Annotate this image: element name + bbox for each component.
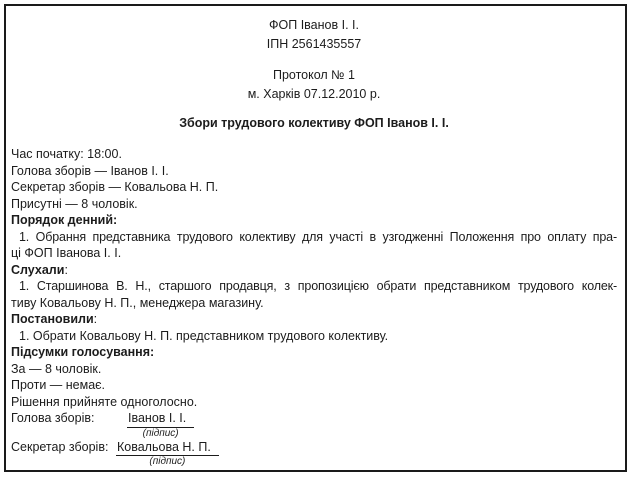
tax-id-line: ІПН 2561435557 <box>266 37 362 51</box>
agenda-item-line-2: ці ФОП Іванова І. І. <box>11 246 122 260</box>
heard-heading-colon: : <box>64 262 68 277</box>
signature-row-chairman <box>11 410 617 439</box>
signature-block-secretary <box>116 439 219 468</box>
resolved-item-line: 1. Обрати Ковальову Н. П. представником трудового колективу. <box>19 328 389 343</box>
agenda-item-line-1: 1. Обрання представника трудового колективу для участі в узгодженні Положення про оплату пра- <box>19 229 617 244</box>
signature-label-chairman: Голова зборів: <box>11 411 95 425</box>
protocol-title: Протокол № 1 <box>272 68 356 82</box>
heard-item-line-1: 1. Старшинова В. Н., старшого продавця, з пропозицією обрати представником трудового колек- <box>19 279 617 293</box>
document-border-frame <box>4 4 627 472</box>
secretary-line: Секретар зборів — Ковальова Н. П. <box>11 180 219 194</box>
voting-results-heading: Підсумки голосування: <box>11 345 155 359</box>
start-time-line: Час початку: 18:00. <box>11 147 122 161</box>
signature-name-secretary: Ковальова Н. П. <box>116 439 219 457</box>
signature-caption-secretary: (підпис) <box>149 456 186 467</box>
signature-caption-chairman: (підпис) <box>142 427 179 439</box>
attendees-line: Присутні — 8 чоловік. <box>11 196 138 211</box>
chairman-line: Голова зборів — Іванов І. І. <box>11 163 169 178</box>
resolved-heading-colon: : <box>93 312 98 326</box>
signatures-section <box>11 410 617 467</box>
votes-for-line: За — 8 чоловік. <box>11 361 102 376</box>
signature-label-secretary: Секретар зборів: <box>11 439 109 454</box>
company-name: ФОП Іванов І. І. <box>269 18 359 32</box>
resolved-heading: Постановили <box>11 312 94 326</box>
heard-heading: Слухали <box>11 262 65 277</box>
agenda-heading: Порядок денний: <box>11 213 118 227</box>
heard-item-line-2: тиву Ковальову Н. П., менеджера магазину. <box>11 295 264 310</box>
document-header <box>11 16 617 133</box>
signature-name-chairman: Іванов І. І. <box>127 410 194 428</box>
meeting-title: Збори трудового колективу ФОП Іванов І. І. <box>179 116 449 130</box>
heard-heading-line <box>11 262 617 279</box>
votes-against-line: Проти — немає. <box>11 378 106 392</box>
resolved-heading-line <box>11 311 617 328</box>
signature-row-secretary <box>11 439 617 468</box>
document-body <box>11 146 617 410</box>
decision-line: Рішення прийняте одноголосно. <box>11 394 198 409</box>
signature-block-chairman <box>127 410 194 439</box>
place-date-line: м. Харків 07.12.2010 р. <box>247 87 381 101</box>
